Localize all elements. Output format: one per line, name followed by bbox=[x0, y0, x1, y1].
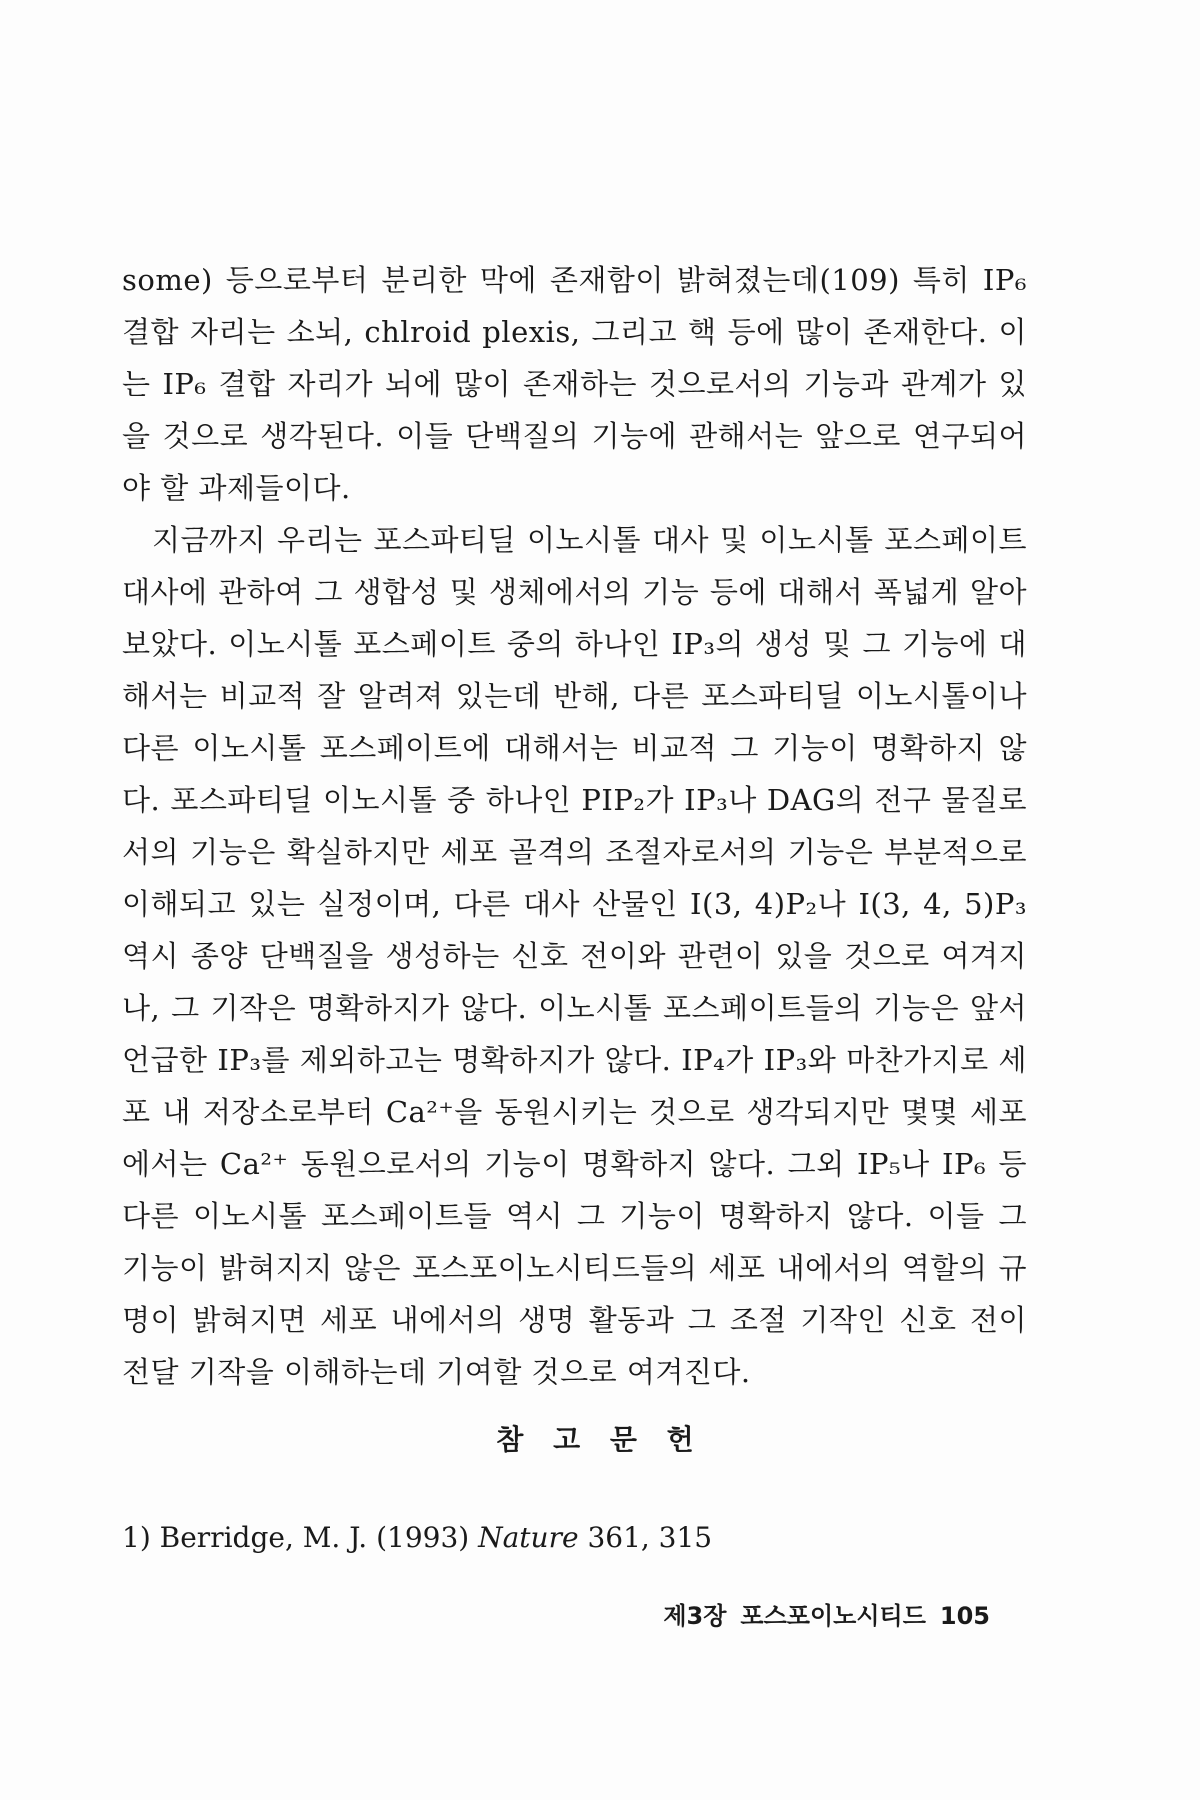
body-text bbox=[122, 254, 1027, 1398]
paragraph-continuation: some) 등으로부터 분리한 막에 존재함이 밝혀졌는데(109) 특히 IP₆ 결합 자리는 소뇌, chlroid plexis, 그리고 핵 등에 많이 존재한다. 이는 IP₆ 결합 자리가 뇌에 많이 존재하는 것으로서의 기능과 관계가 있을 것으로 생각된다. 이들 단백질의 기능에 관해서는 앞으로 연구되어야 할 과제들이다. bbox=[122, 263, 1027, 505]
references-heading: 참 고 문 헌 bbox=[496, 1423, 704, 1456]
footer-chapter: 제3장 bbox=[663, 1602, 727, 1630]
reference-journal: Nature bbox=[478, 1521, 579, 1554]
paragraph-summary: 지금까지 우리는 포스파티딜 이노시톨 대사 및 이노시톨 포스페이트 대사에 관하여 그 생합성 및 생체에서의 기능 등에 대해서 폭넓게 알아보았다. 이노시톨 포스페이트 중의 하나인 IP₃의 생성 및 그 기능에 대해서는 비교적 잘 알려져 있는데 반해, 다른 포스파티딜 이노시톨이나 다른 이노시톨 포스페이트에 대해서는 비교적 그 기능이 명확하지 않다. 포스파티딜 이노시톨 중 하나인 PIP₂가 IP₃나 DAG의 전구 물질로서의 기능은 확실하지만 세포 골격의 조절자로서의 기능은 부분적으로 이해되고 있는 실정이며, 다른 대사 산물인 I(3, 4)P₂나 I(3, 4, 5)P₃ 역시 종양 단백질을 생성하는 신호 전이와 관련이 있을 것으로 여겨지나, 그 기작은 명확하지가 않다. 이노시톨 포스페이트들의 기능은 앞서 언급한 IP₃를 제외하고는 명확하지가 않다. IP₄가 IP₃와 마찬가지로 세포 내 저장소로부터 Ca²⁺을 동원시키는 것으로 생각되지만 몇몇 세포에서는 Ca²⁺ 동원으로서의 기능이 명확하지 않다. 그외 IP₅나 IP₆ 등 다른 이노시톨 포스페이트들 역시 그 기능이 명확하지 않다. 이들 그 기능이 밝혀지지 않은 포스포이노시티드들의 세포 내에서의 역할의 규명이 밝혀지면 세포 내에서의 생명 활동과 그 조절 기작인 신호 전이 전달 기작을 이해하는데 기여할 것으로 여겨진다. bbox=[122, 523, 1027, 1389]
reference-citation: 361, 315 bbox=[587, 1521, 713, 1554]
reference-number: 1) bbox=[122, 1521, 151, 1554]
reference-year: (1993) bbox=[376, 1521, 470, 1554]
footer-title: 포스포이노시티드 bbox=[740, 1602, 926, 1630]
reference-item bbox=[122, 1518, 1022, 1558]
page-footer bbox=[663, 1596, 990, 1631]
reference-authors: Berridge, M. J. bbox=[159, 1521, 368, 1554]
page-number: 105 bbox=[939, 1602, 990, 1630]
references-list bbox=[122, 1518, 1022, 1558]
